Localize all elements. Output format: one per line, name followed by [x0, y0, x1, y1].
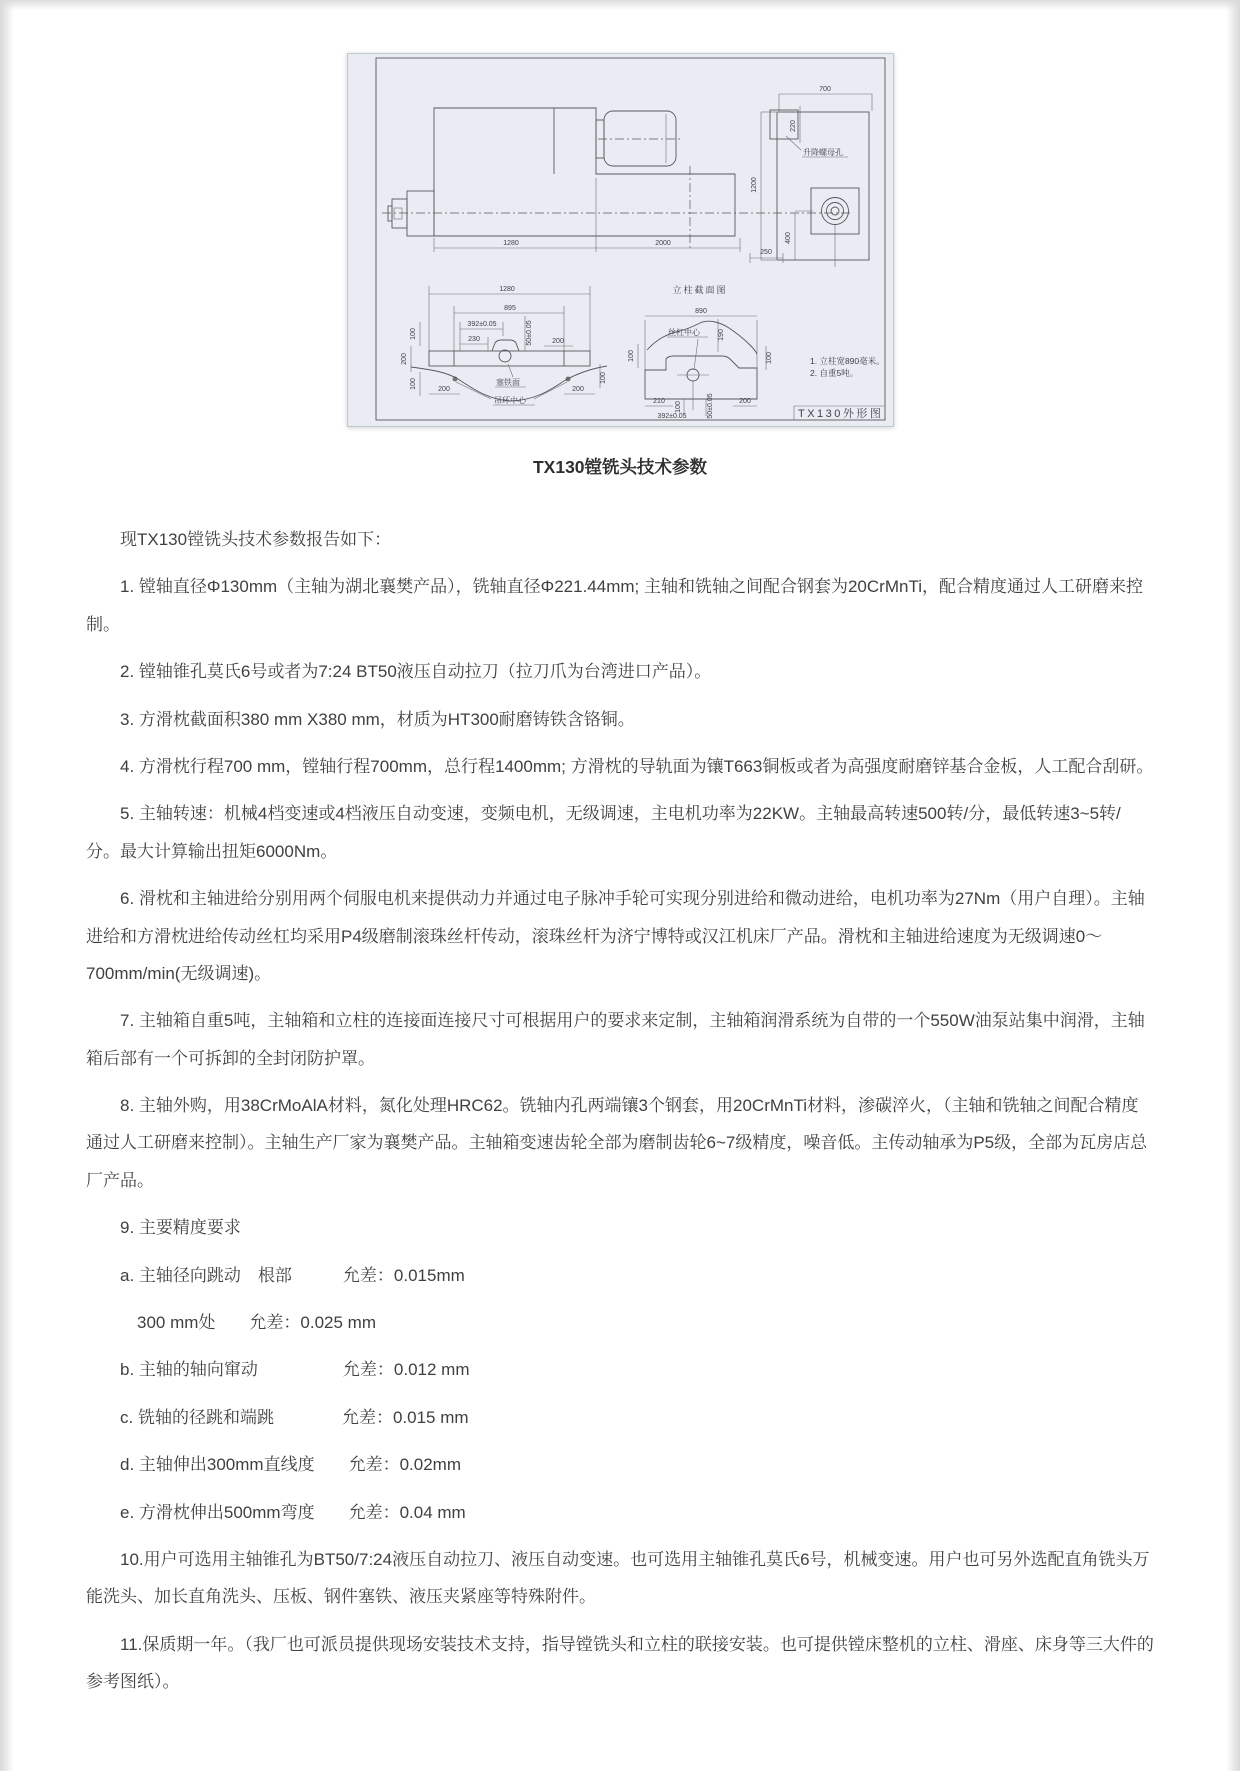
- paragraph: 7. 主轴箱自重5吨，主轴箱和立柱的连接面连接尺寸可根据用户的要求来定制，主轴箱润滑系统为自带的一个550W油泵站集中润滑，主轴箱后部有一个可拆卸的全封闭防护罩。: [86, 1011, 1145, 1068]
- dim-200-ram-right: 200: [551, 338, 564, 345]
- dim-1280-ram: 1280: [498, 286, 515, 293]
- label-screw-center: 丝杠中心: [667, 328, 700, 337]
- paragraph: 9. 主要精度要求: [120, 1218, 241, 1238]
- side-view: [382, 108, 853, 252]
- dim-220: 220: [789, 120, 797, 132]
- label-wedge-face: 塞铁面: [495, 378, 520, 387]
- drawing-caption: TX130外形图: [797, 408, 883, 420]
- dim-100-ram-left-upper: 100: [409, 328, 417, 340]
- ram-section-view: [401, 286, 607, 405]
- paragraph: 10.用户可选用主轴锥孔为BT50/7:24液压自动拉刀、液压自动变速。也可选用主轴锥孔莫氏6号，机械变速。用户也可另外选配直角铣头万能洗头、加长直角洗头、压板、钢件塞铁、液压夹紧座等特殊附件。: [86, 1549, 1150, 1607]
- dim-50-ram: 50±0.05: [525, 320, 533, 346]
- document-title: TX130镗铣头技术参数: [532, 457, 708, 477]
- drawing-notes: [810, 356, 885, 378]
- dim-230: 230: [467, 336, 480, 343]
- column-front-dimension-lines: [750, 94, 872, 263]
- tx130-outline-drawing: [348, 54, 895, 426]
- column-front-view: [750, 86, 872, 267]
- paragraph: 2. 镗轴锥孔莫氏6号或者为7:24 BT50液压自动拉刀（拉刀爪为台湾进口产品）。: [120, 662, 712, 682]
- paragraph: 现TX130镗铣头技术参数报告如下：: [120, 530, 392, 549]
- dim-1280: 1280: [502, 240, 519, 247]
- dim-210: 210: [652, 398, 665, 405]
- paragraph: b. 主轴的轴向窜动 允差：0.012 mm: [120, 1360, 470, 1380]
- label-lifting-nut-hole: 升降螺母孔: [802, 148, 843, 157]
- label-column-section-title: 立柱截面图: [671, 285, 728, 295]
- paragraph: 1. 镗轴直径Φ130mm（主轴为湖北襄樊产品），铣轴直径Φ221.44mm; 主轴和铣轴之间配合钢套为20CrMnTi，配合精度通过人工研磨来控制。: [86, 577, 1143, 634]
- page-edge-left: [0, 0, 14, 1771]
- dim-190: 190: [717, 329, 725, 341]
- paragraph: 3. 方滑枕截面积380 mm X380 mm，材质为HT300耐磨铸铁含铬铜。: [120, 709, 635, 729]
- dim-200-ram-left: 200: [400, 353, 408, 365]
- dim-100-ram-right: 100: [599, 372, 607, 384]
- paragraph: 8. 主轴外购，用38CrMoAlA材料，氮化处理HRC62。铣轴内孔两端镶3个钢套，用20CrMnTi材料，渗碳淬火，（主轴和铣轴之间配合精度通过人工研磨来控制）。主轴生产厂家为襄樊产品。主轴箱变速齿轮全部为磨制齿轮6~7级精度，噪音低。主传动轴承为P5级，全部为瓦房店总厂产品。: [86, 1096, 1148, 1190]
- dim-2000: 2000: [654, 240, 671, 247]
- dim-100-col-bottom: 100: [674, 401, 682, 413]
- dim-100-col-left: 100: [627, 350, 635, 362]
- paragraph-list: [86, 521, 1154, 1701]
- dim-895: 895: [503, 305, 516, 312]
- dim-392-col: 392±0.05: [656, 413, 687, 420]
- dim-700: 700: [818, 86, 831, 93]
- dim-100-ram-left-lower: 100: [409, 378, 417, 390]
- paragraph: 11.保质期一年。（我厂也可派员提供现场安装技术支持，指导镗铣头和立柱的联接安装。也可提供镗床整机的立柱、滑座、床身等三大件的参考图纸）。: [86, 1634, 1154, 1692]
- page-edge-right: [1226, 0, 1240, 1771]
- dim-400: 400: [784, 232, 792, 244]
- dim-200-ram-bottom-right: 200: [571, 386, 584, 393]
- paragraph: 6. 滑枕和主轴进给分别用两个伺服电机来提供动力并通过电子脉冲手轮可实现分别进给和微动进给，电机功率为27Nm（用户自理）。主轴进给和方滑枕进给传动丝杠均采用P4级磨制滚珠丝杆传动，滚珠丝杆为济宁博特或汉江机床厂产品。滑枕和主轴进给速度为无级调速0～700mm/min(无级调速)。: [86, 889, 1145, 983]
- paragraph: e. 方滑枕伸出500mm弯度 允差：0.04 mm: [120, 1502, 466, 1522]
- dim-392: 392±0.05: [466, 321, 497, 328]
- paragraph: 300 mm处 允差：0.025 mm: [120, 1313, 376, 1333]
- page-edge-top: [0, 0, 1240, 10]
- paragraph: a. 主轴径向跳动 根部 允差：0.015mm: [120, 1265, 465, 1285]
- dim-1200: 1200: [750, 177, 758, 193]
- label-ring-center: 吊环中心: [493, 396, 526, 405]
- document-body: [86, 521, 1154, 1771]
- drawing-note-2: 2. 自重5吨。: [809, 368, 858, 378]
- technical-drawing-scan: [347, 53, 894, 427]
- paragraph: c. 铣轴的径跳和端跳 允差：0.015 mm: [120, 1407, 469, 1427]
- dim-50-col: 50±0.05: [706, 393, 714, 419]
- dim-100-col-right: 100: [765, 352, 773, 364]
- dim-250: 250: [759, 249, 772, 256]
- column-section-view: [628, 284, 773, 420]
- paragraph: d. 主轴伸出300mm直线度 允差：0.02mm: [120, 1455, 461, 1475]
- side-view-dimension-lines: [434, 178, 740, 252]
- dim-200-col: 200: [738, 398, 751, 405]
- drawing-note-1: 1. 立柱宽890毫米。: [809, 356, 885, 366]
- paragraph: 4. 方滑枕行程700 mm，镗轴行程700mm，总行程1400mm; 方滑枕的导轨面为镶T663铜板或者为高强度耐磨锌基合金板，人工配合刮研。: [120, 756, 1154, 776]
- dim-890: 890: [694, 308, 707, 315]
- dim-200-ram-bottom-left: 200: [437, 386, 450, 393]
- paragraph: 5. 主轴转速：机械4档变速或4档液压自动变速，变频电机，无级调速，主电机功率为22KW。主轴最高转速500转/分，最低转速3~5转/分。最大计算输出扭矩6000Nm。: [86, 804, 1121, 861]
